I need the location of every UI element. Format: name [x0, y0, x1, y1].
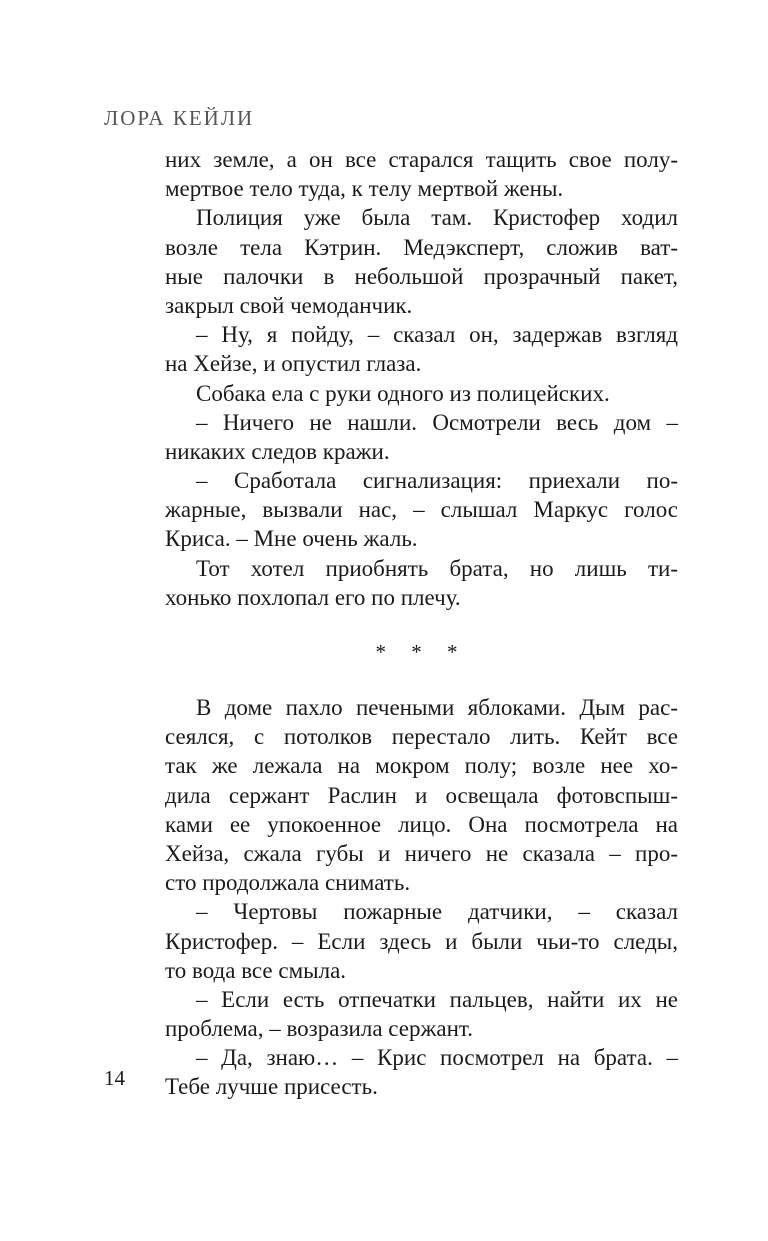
- text-line: ками ее упокоенное лицо. Она посмотрела на: [165, 811, 678, 837]
- section-separator: * * *: [375, 640, 468, 664]
- text-line: Криса. – Мне очень жаль.: [165, 526, 418, 552]
- text-line: – Если есть отпечатки пальцев, найти их не: [196, 986, 678, 1012]
- text-line: ные палочки в небольшой прозрачный пакет,: [165, 263, 678, 289]
- text-line: жарные, вызвали нас, – слышал Маркус голос: [165, 497, 678, 523]
- text-block-1: [165, 145, 678, 612]
- text-line: Собака ела с руки одного из полицейских.: [196, 380, 610, 406]
- text-line: – Ну, я пойду, – сказал он, задержав взгляд: [196, 322, 678, 348]
- text-line: мертвое тело туда, к телу мертвой жены.: [165, 176, 564, 202]
- text-line: проблема, – возразила сержант.: [165, 1016, 473, 1042]
- text-line: сто продолжала снимать.: [165, 870, 411, 896]
- text-block-2: [165, 693, 678, 1102]
- text-line: – Да, знаю… – Крис посмотрел на брата. –: [196, 1045, 678, 1071]
- text-line: закрыл свой чемоданчик.: [165, 292, 413, 318]
- text-line: В доме пахло печеными яблоками. Дым рас-: [196, 695, 678, 720]
- text-line: дила сержант Раслин и освещала фотовспыш-: [165, 782, 678, 808]
- text-line: них земле, а он все старался тащить свое полу-: [165, 147, 678, 172]
- text-line: сеялся, с потолков перестало лить. Кейт все: [165, 724, 678, 750]
- running-head-author: ЛОРА КЕЙЛИ: [104, 106, 255, 130]
- text-line: Полиция уже была там. Кристофер ходил: [196, 205, 678, 231]
- text-line: возле тела Кэтрин. Медэксперт, сложив ват-: [165, 234, 678, 260]
- page-number: 14: [104, 1066, 125, 1090]
- text-line: Кристофер. – Если здесь и были чьи-то следы,: [165, 928, 678, 954]
- text-line: так же лежала на мокром полу; возле нее хо-: [165, 753, 678, 779]
- text-line: – Ничего не нашли. Осмотрели весь дом –: [196, 409, 678, 435]
- text-line: хонько похлопал его по плечу.: [165, 584, 461, 610]
- text-line: то вода все смыла.: [165, 957, 347, 983]
- text-line: – Чертовы пожарные датчики, – сказал: [196, 899, 678, 925]
- text-line: – Сработала сигнализация: приехали по-: [196, 468, 678, 494]
- text-line: Хейза, сжала губы и ничего не сказала – про-: [165, 840, 678, 866]
- text-line: Тебе лучше присесть.: [165, 1074, 378, 1100]
- text-line: на Хейзе, и опустил глаза.: [165, 351, 422, 377]
- text-line: никаких следов кражи.: [165, 438, 390, 464]
- text-line: Тот хотел приобнять брата, но лишь ти-: [196, 555, 678, 581]
